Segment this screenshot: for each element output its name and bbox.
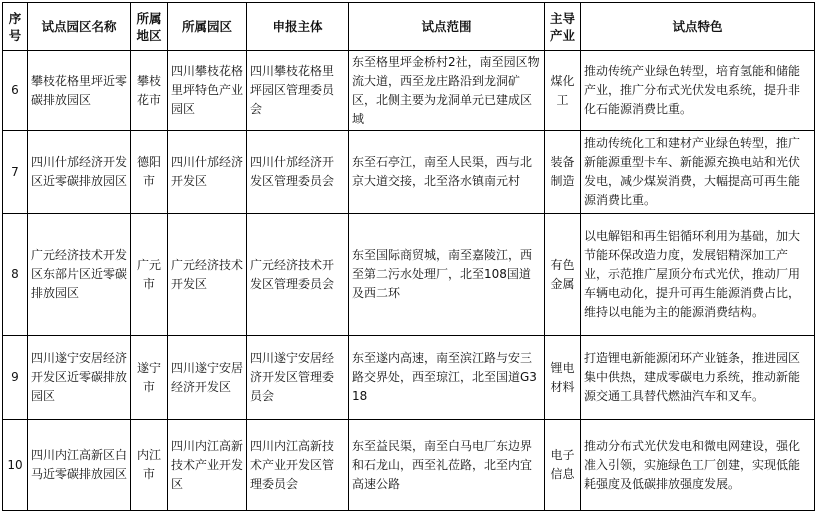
table-header-row <box>3 3 815 51</box>
header-park-name: 试点园区名称 <box>28 3 131 51</box>
cell-features: 推动分布式光伏发电和微电网建设，强化准入引领，实施绿色工厂创建，实现低能耗强度及低碳排放强度发展。 <box>581 420 815 511</box>
cell-scope: 东至遂内高速，南至滨江路与安三路交界处，西至琼江，北至国道G318 <box>349 336 545 420</box>
cell-park-name: 四川遂宁安居经济开发区近零碳排放园区 <box>28 336 131 420</box>
cell-parent-park: 四川内江高新技术产业开发区 <box>168 420 247 511</box>
cell-index: 6 <box>3 51 28 131</box>
header-index: 序号 <box>3 3 28 51</box>
header-industry: 主导产业 <box>545 3 581 51</box>
cell-industry: 装备制造 <box>545 131 581 214</box>
cell-applicant: 四川攀枝花格里坪园区管理委员会 <box>247 51 349 131</box>
cell-features: 推动传统产业绿色转型，培育氢能和储能产业，推广分布式光伏发电系统，提升非化石能源消费比重。 <box>581 51 815 131</box>
table-row <box>3 51 815 131</box>
cell-park-name: 四川什邡经济开发区近零碳排放园区 <box>28 131 131 214</box>
cell-region: 攀枝花市 <box>131 51 168 131</box>
cell-features: 打造锂电新能源闭环产业链条，推进园区集中供热，建成零碳电力系统，推动新能源交通工具替代燃油汽车和叉车。 <box>581 336 815 420</box>
cell-applicant: 四川遂宁安居经济开发区管理委员会 <box>247 336 349 420</box>
cell-region: 遂宁市 <box>131 336 168 420</box>
header-scope: 试点范围 <box>349 3 545 51</box>
cell-industry: 电子信息 <box>545 420 581 511</box>
cell-scope: 东至石亭江，南至人民渠，西与北京大道交接，北至洛水镇南元村 <box>349 131 545 214</box>
cell-index: 9 <box>3 336 28 420</box>
cell-scope: 东至格里坪金桥村2社，南至园区物流大道，西至龙庄路沿到龙洞矿区，北侧主要为龙洞单元已建成区域 <box>349 51 545 131</box>
cell-region: 内江市 <box>131 420 168 511</box>
table-row <box>3 214 815 336</box>
cell-region: 德阳市 <box>131 131 168 214</box>
cell-industry: 有色金属 <box>545 214 581 336</box>
header-applicant: 申报主体 <box>247 3 349 51</box>
cell-parent-park: 四川什邡经济开发区 <box>168 131 247 214</box>
cell-parent-park: 四川攀枝花格里坪特色产业园区 <box>168 51 247 131</box>
header-features: 试点特色 <box>581 3 815 51</box>
table-row <box>3 420 815 511</box>
cell-industry: 锂电材料 <box>545 336 581 420</box>
cell-industry: 煤化工 <box>545 51 581 131</box>
header-region: 所属地区 <box>131 3 168 51</box>
cell-applicant: 四川什邡经济开发区管理委员会 <box>247 131 349 214</box>
cell-region: 广元市 <box>131 214 168 336</box>
table-row <box>3 131 815 214</box>
cell-parent-park: 四川遂宁安居经济开发区 <box>168 336 247 420</box>
cell-index: 10 <box>3 420 28 511</box>
table-row <box>3 336 815 420</box>
cell-index: 8 <box>3 214 28 336</box>
cell-park-name: 广元经济技术开发区东部片区近零碳排放园区 <box>28 214 131 336</box>
cell-scope: 东至国际商贸城，南至嘉陵江，西至第二污水处理厂，北至108国道及西二环 <box>349 214 545 336</box>
cell-features: 推动传统化工和建材产业绿色转型，推广新能源重型卡车、新能源充换电站和光伏发电，减少煤炭消费，大幅提高可再生能源消费比重。 <box>581 131 815 214</box>
cell-scope: 东至益民渠，南至白马电厂东边界和石龙山，西至礼莅路，北至内宜高速公路 <box>349 420 545 511</box>
cell-parent-park: 广元经济技术开发区 <box>168 214 247 336</box>
cell-park-name: 攀枝花格里坪近零碳排放园区 <box>28 51 131 131</box>
cell-applicant: 广元经济技术开发区管理委员会 <box>247 214 349 336</box>
cell-applicant: 四川内江高新技术产业开发区管理委员会 <box>247 420 349 511</box>
header-parent-park: 所属园区 <box>168 3 247 51</box>
cell-index: 7 <box>3 131 28 214</box>
pilot-park-table <box>2 2 815 511</box>
cell-features: 以电解铝和再生铝循环利用为基础，加大节能环保改造力度，发展铝精深加工产业，示范推广屋顶分布式光伏，推动厂用车辆电动化，提升可再生能源消费占比，维持以电能为主的能源消费结构。 <box>581 214 815 336</box>
cell-park-name: 四川内江高新区白马近零碳排放园区 <box>28 420 131 511</box>
